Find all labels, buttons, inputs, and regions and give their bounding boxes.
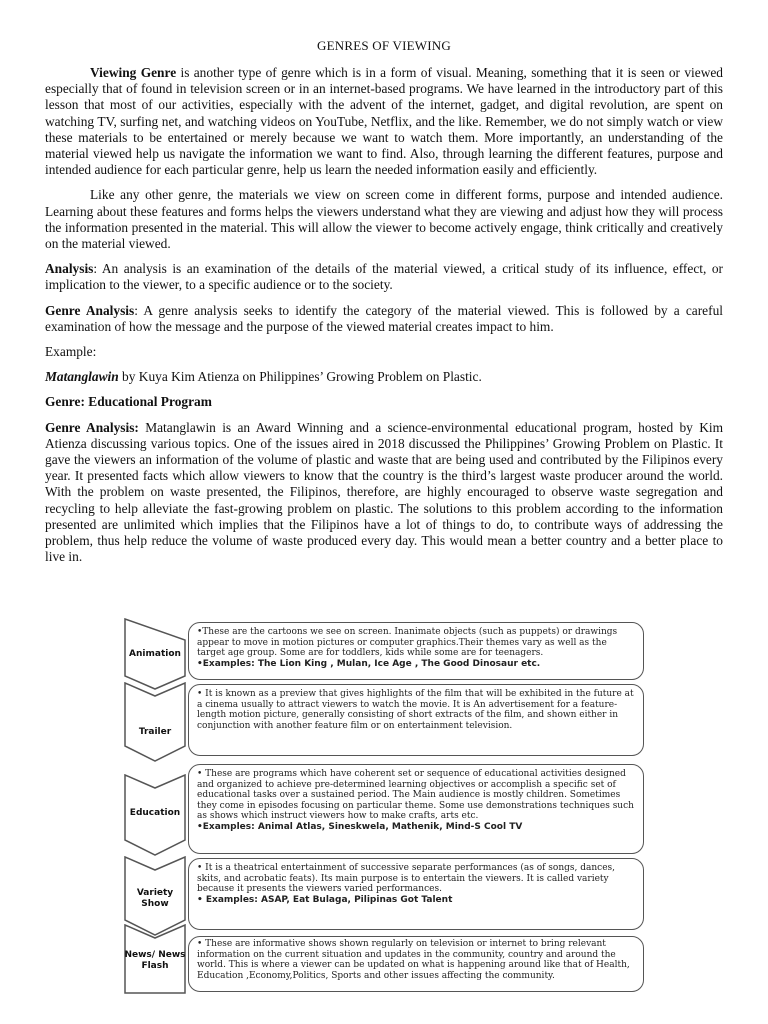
genre-desc-education: • These are programs which have coherent set or sequence of educational activities designed and organized to achieve pre-determined learning objectives or accomplish a specific set of educational tasks over a sustained period. The Main audience is mostly children. Sometimes they come in episodes focusing on particular theme. Some use demonstrations techniques such as shows which instruct viewers how to make crafts, arts etc.: [197, 769, 634, 822]
example-label: Example:: [45, 344, 97, 360]
analysis-paragraph: [45, 261, 723, 293]
intro-text: is another type of genre which is in a form of visual. Meaning, something that it is seen or viewed especially that of found in television screen or in an internet-based programs. We have learned in the introductory part of this lesson that most of our activities, especially with the advent of the internet, gadget, and digital revolution, are spent on watching TV, surfing net, and watching videos on YouTube, Netflix, and the like. Remember, we do not simply watch or view these materials to be entertained or merely because we want to watch them. More importantly, an understanding of the material viewed help us navigate the information we want to find. Also, through learning the different features, purpose and intended audience for each particular genre, help us learn the needed information easily and efficiently.: [45, 65, 724, 178]
genre-analysis-text: : A genre analysis seeks to identify the category of the material viewed. This is followed by a careful examination of how the message and the purpose of the viewed material creates impact to him.: [45, 302, 724, 334]
chevron-trailer: [124, 682, 186, 762]
genre-box-variety-show: [188, 858, 644, 930]
genre-analysis-example-term: Genre Analysis:: [45, 419, 139, 435]
chevron-news: [124, 924, 186, 994]
page-title: GENRES OF VIEWING: [317, 38, 451, 53]
example-title: [45, 369, 723, 385]
genre-box-trailer: [188, 684, 644, 756]
example-show-name: Matanglawin: [45, 369, 119, 385]
genre-box-animation: [188, 622, 644, 680]
genre-desc-variety-show: • It is a theatrical entertainment of successive separate performances (as of songs, dances, skits, and acrobatic feats). Its main purpose is to entertain the viewers. It is called variety because it presents the viewers varied performances.: [197, 863, 616, 895]
genre-box-news: [188, 936, 644, 992]
intro-paragraph: [45, 65, 723, 178]
genre-label-news: News/ News Flash: [124, 950, 186, 971]
genre-desc-animation: •These are the cartoons we see on screen. Inanimate objects (such as puppets) or drawings appear to move in motion pictures or computer graphics.Their themes vary as well as the target age group. Some are for toddlers, kids while some are for teenagers.: [197, 627, 618, 659]
genre-examples-animation: •Examples: The Lion King , Mulan, Ice Age , The Good Dinosaur etc.: [197, 658, 541, 669]
example-title-text: by Kuya Kim Atienza on Philippines’ Growing Problem on Plastic.: [118, 369, 482, 385]
genre-examples-education: •Examples: Animal Atlas, Sineskwela, Mathenik, Mind-S Cool TV: [197, 821, 523, 832]
second-paragraph: Like any other genre, the materials we view on screen come in different forms, purpose and intended audience. Learning about these features and forms helps the viewers understand what they are viewing and adjust how they will process the information presented in the material. This will allow the viewer to become actively engage, think critically and creatively on the material viewed.: [45, 187, 723, 252]
genre-desc-trailer: • It is known as a preview that gives highlights of the film that will be exhibited in the future at a cinema usually to attract viewers to watch the movie. It is An advertisement for a feature-length motion picture, generally consisting of short extracts of the film, and shown either in conjunction with another feature film or on entertainment television.: [197, 689, 634, 731]
intro-term: Viewing Genre: [90, 65, 177, 80]
genre-label-text: Genre: Educational Program: [45, 394, 212, 410]
chevron-shape-icon: [124, 682, 186, 762]
genre-box-education: [188, 764, 644, 854]
genre-label-trailer: Trailer: [138, 727, 172, 737]
genre-label-variety-show: Variety Show: [136, 888, 174, 909]
genre-examples-variety-show: • Examples: ASAP, Eat Bulaga, Pilipinas Got Talent: [197, 894, 453, 905]
genre-analysis-definition: [45, 303, 723, 335]
chevron-education: [124, 774, 186, 856]
analysis-text: : An analysis is an examination of the details of the material viewed, a critical study of its influence, effect, or implication to the viewer, to a specific audience or to the society.: [45, 261, 723, 293]
genre-analysis-example-text: Matanglawin is an Award Winning and a science-environmental educational program, hosted by Kim Atienza discussing various topics. One of the issues aired in 2018 discussed the Philippines’ Growing Problem on Plastic. It gave the viewers an information of the volume of plastic and waste that are being used and contributed by the Filipinos every year. It presented facts which allow viewers to know that the country is the third’s largest waste producer around the world. With the problem on waste presented, the Filipinos, therefore, are highly encouraged to observe waste segregation and recycling to help alleviate the fast-growing problem on plastic. The solutions to this problem according to the information presented are unlimited which implies that the Filipinos have a lot of things to do, to contribute ways of addressing the problem, thus help reduce the volume of waste produced every day. This would mean a better country and a better place to live in.: [45, 419, 724, 565]
document-page: [45, 38, 723, 574]
genre-analysis-example: [45, 420, 723, 566]
analysis-term: Analysis: [45, 261, 94, 277]
genre-desc-news: • These are informative shows shown regularly on television or internet to bring relevant information on the current situation and updates in the community, country and around the world. This is where a viewer can be updated on what is happening around like that of Health, Education ,Economy,Politics, Sports and other issues affecting the community.: [197, 939, 630, 981]
genre-label: [45, 394, 723, 410]
chevron-animation: [124, 618, 186, 690]
genre-analysis-term: Genre Analysis: [45, 302, 135, 318]
genres-diagram: [124, 618, 646, 994]
genre-label-animation: Animation: [129, 649, 181, 659]
genre-label-education: Education: [129, 808, 181, 818]
